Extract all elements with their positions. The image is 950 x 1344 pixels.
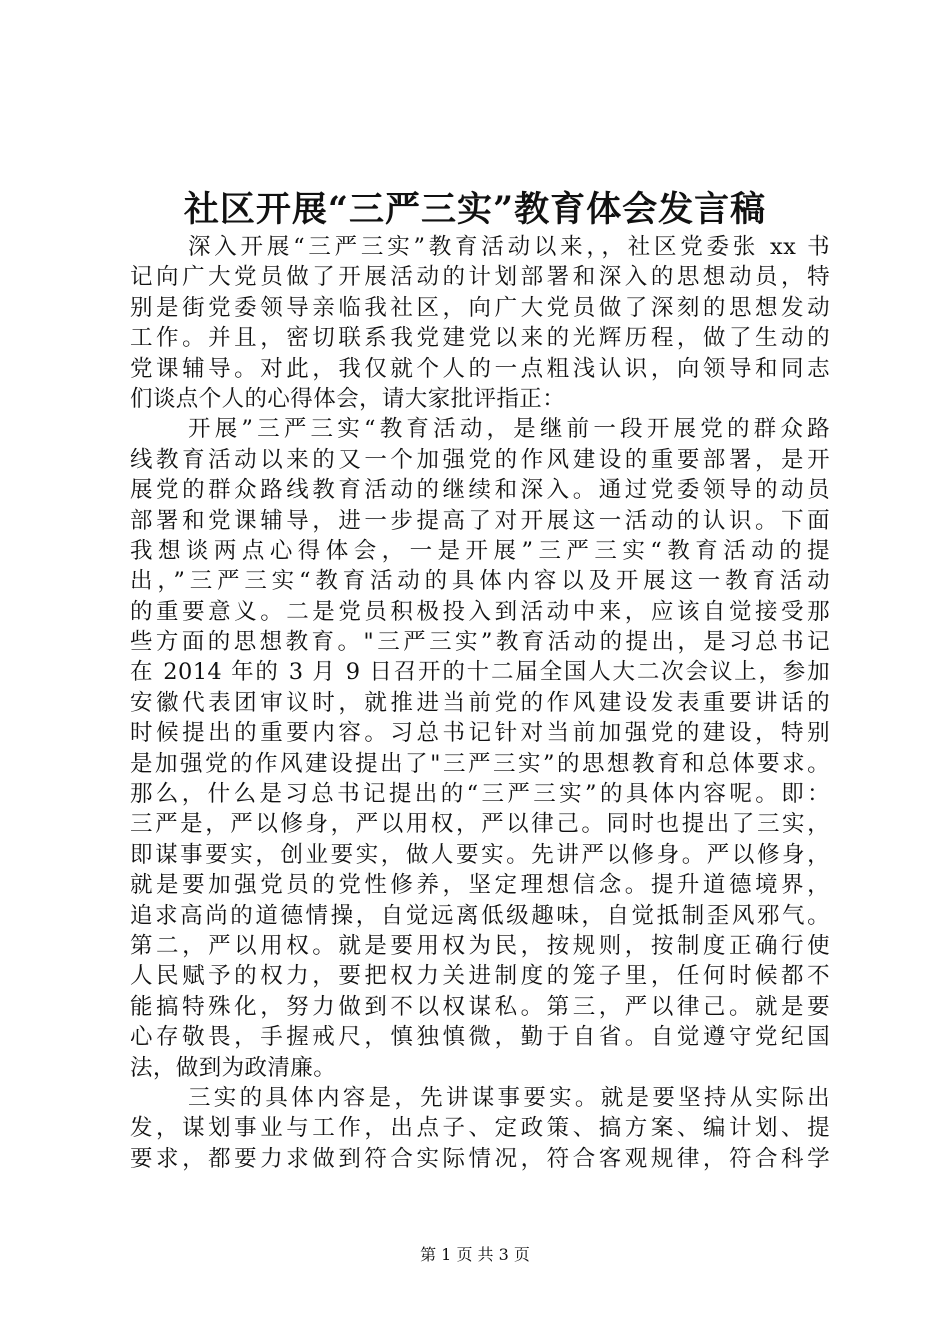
body-line: 发，谋划事业与工作，出点子、定政策、搞方案、编计划、提: [130, 1115, 830, 1142]
body-line: 些方面的思想教育。"三严三实”教育活动的提出，是习总书记: [130, 629, 830, 656]
body-line: 时候提出的重要内容。习总书记针对当前加强党的建设，特别: [130, 720, 830, 747]
body-line: 三严是，严以修身，严以用权，严以律己。同时也提出了三实，: [130, 811, 830, 838]
body-line: 是加强党的作风建设提出了"三严三实”的思想教育和总体要求。: [130, 750, 830, 777]
body-line: 们谈点个人的心得体会，请大家批评指正：: [130, 385, 566, 412]
body-line: 第二，严以用权。就是要用权为民，按规则，按制度正确行使: [130, 932, 830, 959]
body-line: 我想谈两点心得体会，一是开展”三严三实“教育活动的提: [130, 537, 830, 564]
document-title: 社区开展“三严三实”教育体会发言稿: [183, 189, 767, 230]
body-line: 三实的具体内容是，先讲谋事要实。就是要坚持从实际出: [188, 1084, 830, 1111]
body-line: 追求高尚的道德情操，自觉远离低级趣味，自觉抵制歪风邪气。: [130, 902, 830, 929]
body-line: 在 2014 年的 3 月 9 日召开的十二届全国人大二次会议上，参加: [130, 659, 830, 686]
body-line: 即谋事要实，创业要实，做人要实。先讲严以修身。严以修身，: [130, 841, 830, 868]
body-line: 要求，都要力求做到符合实际情况，符合客观规律，符合科学: [130, 1145, 830, 1172]
body-line: 深入开展“三严三实”教育活动以来，，社区党委张 xx 书: [188, 234, 830, 260]
body-line: 人民赋予的权力，要把权力关进制度的笼子里，任何时候都不: [130, 963, 830, 990]
document-body: [130, 232, 830, 1174]
body-line: 部署和党课辅导，进一步提高了对开展这一活动的认识。下面: [130, 507, 830, 534]
body-line: 工作。并且，密切联系我党建党以来的光辉历程，做了生动的: [130, 325, 830, 352]
body-line: 记向广大党员做了开展活动的计划部署和深入的思想动员，特: [130, 264, 830, 291]
body-line: 那么，什么是习总书记提出的“三严三实”的具体内容呢。即：: [130, 781, 830, 808]
body-line: 的重要意义。二是党员积极投入到活动中来，应该自觉接受那: [130, 598, 830, 625]
body-line: 法，做到为政清廉。: [130, 1054, 337, 1081]
page-footer: 第 1 页 共 3 页: [420, 1245, 530, 1264]
body-line: 展党的群众路线教育活动的继续和深入。通过党委领导的动员: [130, 477, 830, 504]
body-line: 出，”三严三实“教育活动的具体内容以及开展这一教育活动: [130, 568, 830, 595]
body-line: 党课辅导。对此，我仅就个人的一点粗浅认识，向领导和同志: [130, 355, 830, 382]
body-line: 开展”三严三实“教育活动，是继前一段开展党的群众路: [188, 416, 830, 443]
body-line: 别是街党委领导亲临我社区，向广大党员做了深刻的思想发动: [130, 294, 830, 321]
body-line: 线教育活动以来的又一个加强党的作风建设的重要部署，是开: [130, 446, 830, 473]
body-line: 就是要加强党员的党性修养，坚定理想信念。提升道德境界，: [130, 872, 830, 899]
body-line: 安徽代表团审议时，就推进当前党的作风建设发表重要讲话的: [130, 689, 830, 716]
body-line: 心存敬畏，手握戒尺，慎独慎微，勤于自省。自觉遵守党纪国: [130, 1024, 830, 1051]
body-line: 能搞特殊化，努力做到不以权谋私。第三，严以律己。就是要: [130, 993, 830, 1020]
